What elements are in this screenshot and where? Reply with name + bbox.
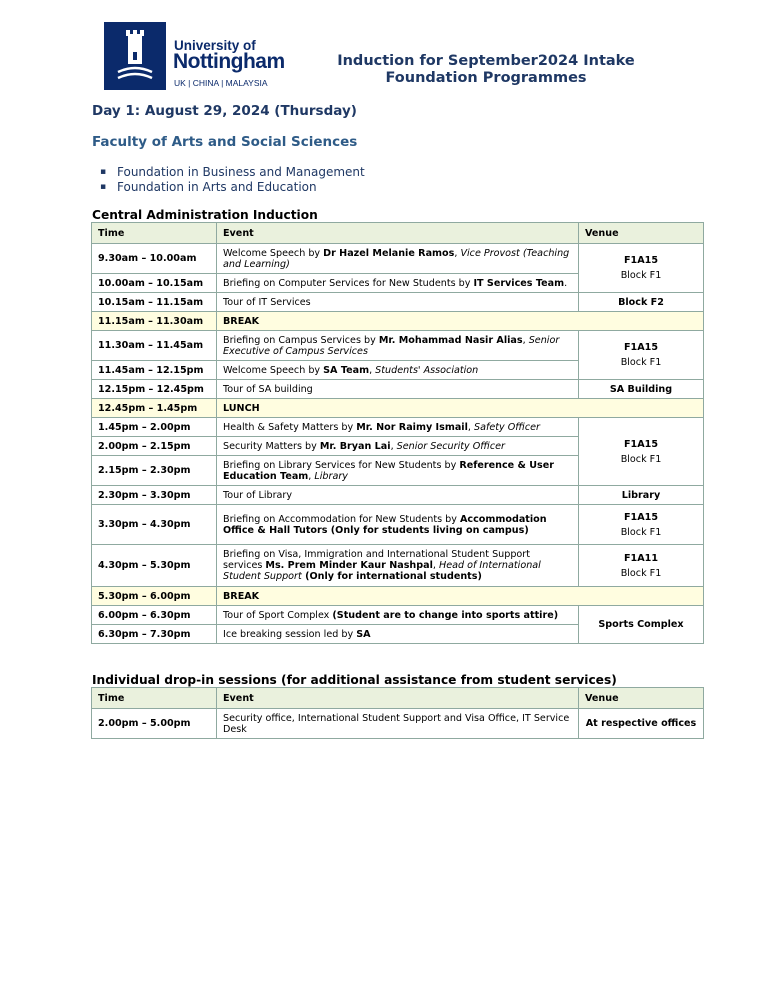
time-cell: 3.30pm – 4.30pm (92, 505, 217, 545)
time-cell: 5.30pm – 6.00pm (92, 587, 217, 606)
document-title (300, 53, 672, 87)
title-line-1: Induction for September2024 Intake (337, 53, 635, 69)
dropin-table (91, 687, 704, 739)
logo-line-2: Nottingham (173, 50, 285, 73)
venue-cell: At respective offices (579, 709, 704, 739)
venue-cell: F1A15 Block F1 (579, 244, 704, 293)
time-cell: 12.45pm – 1.45pm (92, 399, 217, 418)
time-cell: 10.00am – 10.15am (92, 274, 217, 293)
table-row-break (92, 587, 704, 606)
time-cell: 4.30pm – 5.30pm (92, 545, 217, 587)
column-header: Time (92, 688, 217, 709)
event-cell: BREAK (217, 312, 704, 331)
event-cell: Welcome Speech by Dr Hazel Melanie Ramos, Vice Provost (Teaching and Learning) (217, 244, 579, 274)
table-row (92, 244, 704, 274)
event-cell: Tour of Sport Complex (Student are to change into sports attire) (217, 606, 579, 625)
dropin-heading: Individual drop-in sessions (for additional assistance from student services) (92, 673, 617, 687)
table-row (92, 418, 704, 437)
event-cell: Security office, International Student Support and Visa Office, IT Service Desk (217, 709, 579, 739)
event-cell: Tour of IT Services (217, 293, 579, 312)
event-cell: Briefing on Visa, Immigration and International Student Support services Ms. Prem Minder Kaur Nashpal, Head of International Student Support (Only for international students) (217, 545, 579, 587)
table-row (92, 545, 704, 587)
event-cell: Briefing on Library Services for New Students by Reference & User Education Team, Library (217, 456, 579, 486)
venue-cell: F1A15 Block F1 (579, 331, 704, 380)
time-cell: 2.00pm – 2.15pm (92, 437, 217, 456)
venue-cell: F1A15 Block F1 (579, 505, 704, 545)
venue-cell: F1A15 Block F1 (579, 418, 704, 486)
event-cell: Health & Safety Matters by Mr. Nor Raimy Ismail, Safety Officer (217, 418, 579, 437)
table-row (92, 606, 704, 625)
column-header: Venue (579, 223, 704, 244)
table-header-row (92, 223, 704, 244)
logo-line-3: UK | CHINA | MALAYSIA (174, 78, 268, 88)
venue-cell: Library (579, 486, 704, 505)
column-header: Venue (579, 688, 704, 709)
venue-cell: Block F2 (579, 293, 704, 312)
venue-cell: F1A11 Block F1 (579, 545, 704, 587)
table-row (92, 505, 704, 545)
castle-crest-icon (104, 22, 166, 90)
event-cell: Briefing on Campus Services by Mr. Mohammad Nasir Alias, Senior Executive of Campus Services (217, 331, 579, 361)
table-row-break (92, 399, 704, 418)
time-cell: 2.30pm – 3.30pm (92, 486, 217, 505)
time-cell: 6.30pm – 7.30pm (92, 625, 217, 644)
event-cell: Security Matters by Mr. Bryan Lai, Senior Security Officer (217, 437, 579, 456)
table-row (92, 486, 704, 505)
column-header: Event (217, 223, 579, 244)
table-row-break (92, 312, 704, 331)
time-cell: 2.00pm – 5.00pm (92, 709, 217, 739)
programme-item: ▪ Foundation in Arts and Education (100, 180, 365, 195)
column-header: Time (92, 223, 217, 244)
time-cell: 11.30am – 11.45am (92, 331, 217, 361)
central-induction-heading: Central Administration Induction (92, 208, 318, 222)
time-cell: 12.15pm – 12.45pm (92, 380, 217, 399)
university-logo (104, 22, 285, 90)
event-cell: Tour of SA building (217, 380, 579, 399)
time-cell: 1.45pm – 2.00pm (92, 418, 217, 437)
event-cell: Briefing on Accommodation for New Students by Accommodation Office & Hall Tutors (Only for students living on campus) (217, 505, 579, 545)
title-line-2: Foundation Programmes (385, 70, 587, 86)
time-cell: 6.00pm – 6.30pm (92, 606, 217, 625)
time-cell: 9.30am – 10.00am (92, 244, 217, 274)
column-header: Event (217, 688, 579, 709)
time-cell: 2.15pm – 2.30pm (92, 456, 217, 486)
venue-cell: SA Building (579, 380, 704, 399)
faculty-heading: Faculty of Arts and Social Sciences (92, 134, 358, 150)
event-cell: Briefing on Computer Services for New Students by IT Services Team. (217, 274, 579, 293)
day-heading: Day 1: August 29, 2024 (Thursday) (92, 103, 357, 119)
time-cell: 10.15am – 11.15am (92, 293, 217, 312)
table-header-row (92, 688, 704, 709)
event-cell: Welcome Speech by SA Team, Students' Association (217, 361, 579, 380)
table-row (92, 293, 704, 312)
event-cell: Tour of Library (217, 486, 579, 505)
table-row (92, 380, 704, 399)
event-cell: LUNCH (217, 399, 704, 418)
table-row (92, 709, 704, 739)
central-induction-table (91, 222, 704, 644)
table-row (92, 331, 704, 361)
time-cell: 11.15am – 11.30am (92, 312, 217, 331)
event-cell: BREAK (217, 587, 704, 606)
event-cell: Ice breaking session led by SA (217, 625, 579, 644)
programme-item: ▪ Foundation in Business and Management (100, 165, 365, 180)
time-cell: 11.45am – 12.15pm (92, 361, 217, 380)
programme-list (100, 165, 365, 195)
logo-line-1: University of (174, 38, 256, 53)
venue-cell: Sports Complex (579, 606, 704, 644)
